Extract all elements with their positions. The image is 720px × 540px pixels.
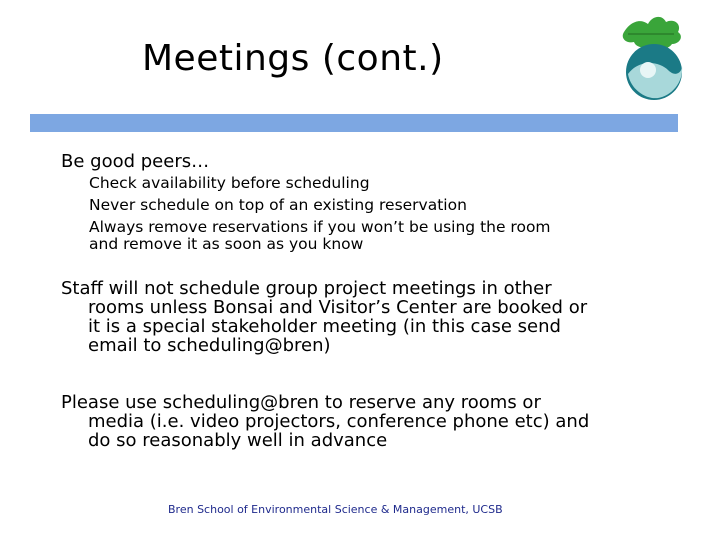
paragraph-line: do so reasonably well in advance [88, 430, 388, 451]
paragraph-line: Please use scheduling@bren to reserve any rooms or [61, 392, 541, 413]
logo-circle-inner [640, 62, 656, 78]
slide-body [61, 152, 681, 450]
section1-heading: Be good peers… [61, 151, 210, 172]
paragraph-line: media (i.e. video projectors, conference phone etc) and [88, 411, 590, 432]
list-item: Always remove reservations if you won’t be using the room [89, 218, 551, 236]
list-item: Check availability before scheduling [89, 174, 370, 192]
list-item: Never schedule on top of an existing reservation [89, 196, 467, 214]
title-underline-bar [30, 114, 678, 132]
paragraph-scheduling-request [61, 393, 681, 450]
paragraph-line: rooms unless Bonsai and Visitor’s Center are booked or [88, 297, 588, 318]
bren-logo-icon [618, 14, 692, 102]
list-item-continuation: and remove it as soon as you know [89, 235, 364, 253]
logo-leaf-shape [623, 17, 681, 49]
paragraph-line: it is a special stakeholder meeting (in this case send [88, 316, 561, 337]
paragraph-line: email to scheduling@bren) [88, 335, 331, 356]
footer-text: Bren School of Environmental Science & Management, UCSB [168, 503, 503, 516]
section1-list [61, 175, 681, 253]
slide-title: Meetings (cont.) [142, 38, 444, 79]
paragraph-line: Staff will not schedule group project meetings in other [61, 278, 552, 299]
paragraph-staff-policy [61, 279, 681, 355]
